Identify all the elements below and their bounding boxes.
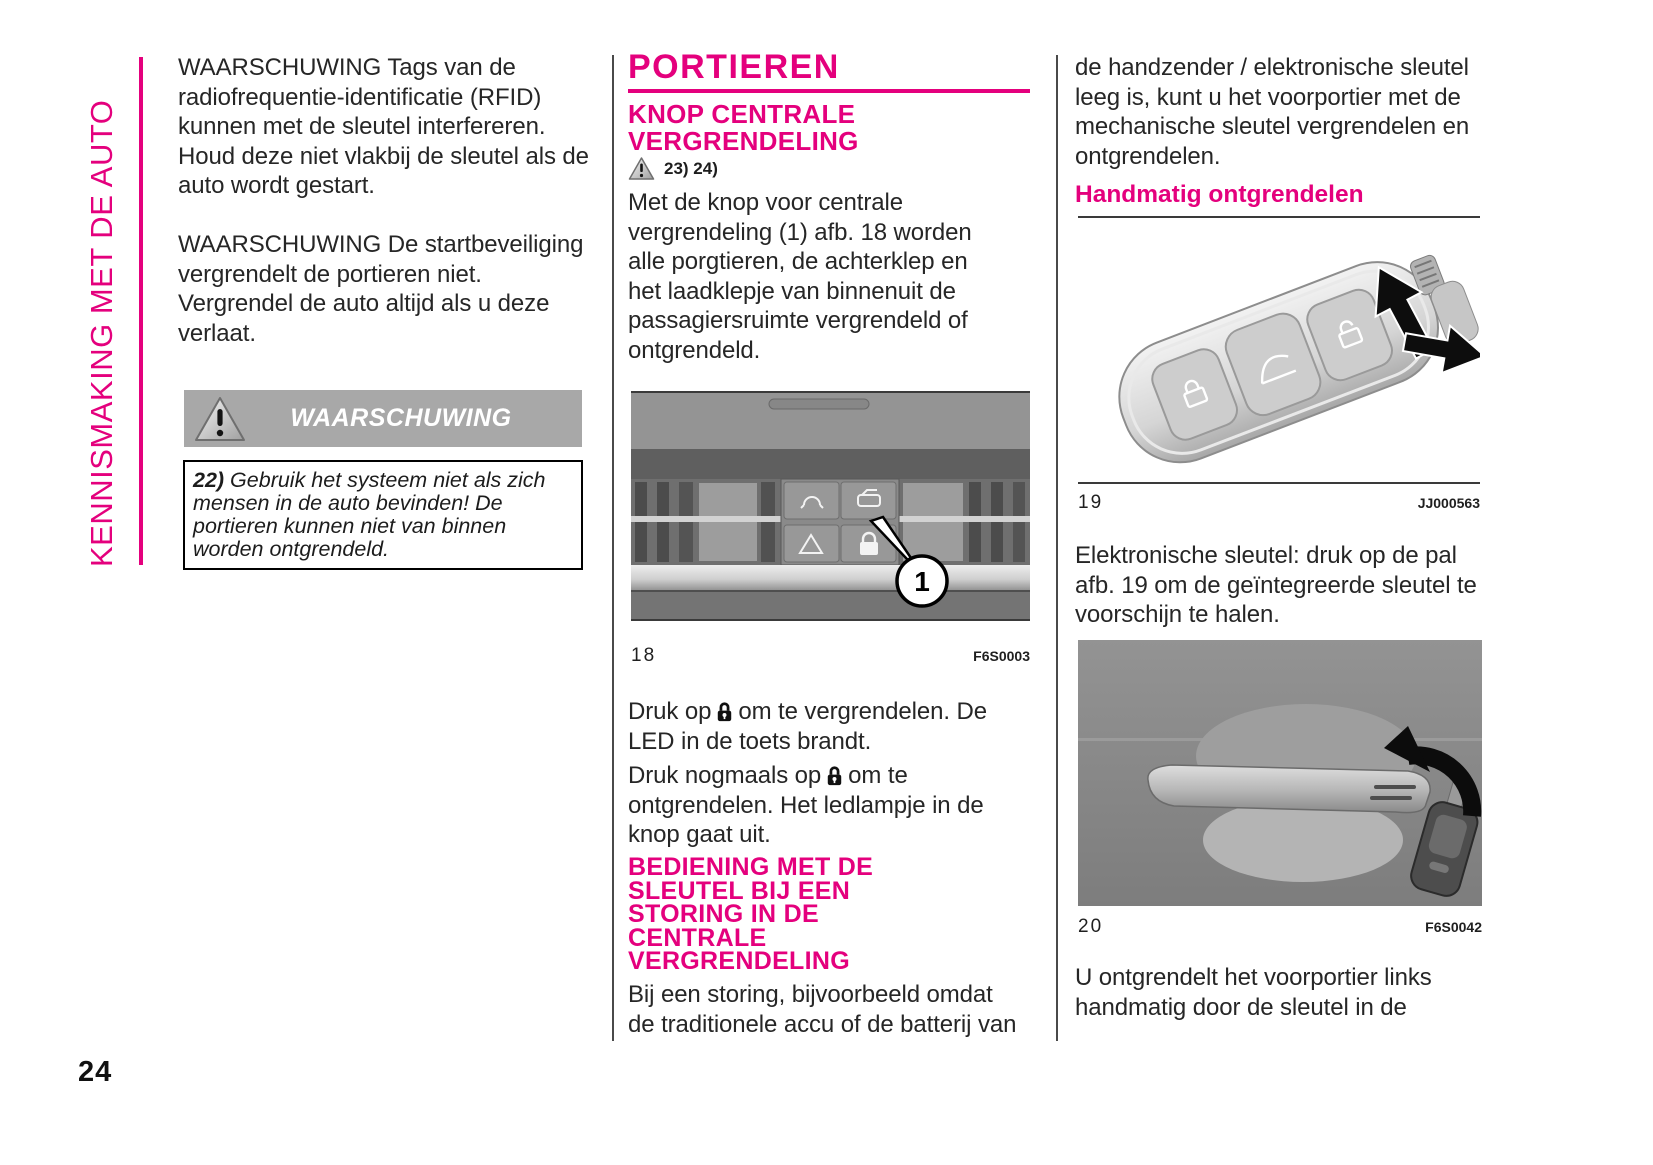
subsection-heading: KNOP CENTRALE VERGRENDELING: [628, 99, 859, 157]
warning-paragraph-1: WAARSCHUWING Tags van de radiofrequentie-identificatie (RFID) kunnen met de sleutel interfereren. Houd deze niet vlakbij de sleutel als de auto wordt gestart.: [178, 54, 589, 200]
malfunction-paragraph: Bij een storing, bijvoorbeeld omdat de traditionele accu of de batterij van: [628, 981, 1017, 1038]
lock-icon: [716, 701, 733, 722]
lock-icon: [826, 765, 843, 786]
lock-instructions: [628, 697, 1030, 855]
figure-number: 19: [1078, 492, 1104, 513]
figure-caption: [1078, 916, 1482, 938]
door-handle-photo: [1078, 640, 1482, 906]
figure-20-door-handle: [1078, 640, 1482, 906]
warning-paragraph-2: WAARSCHUWING De startbeveiliging vergrendelt de portieren niet. Vergrendel de auto altijd als u deze verlaat.: [178, 231, 584, 347]
figure-code: JJ000563: [1417, 495, 1480, 511]
paragraph: Druk nogmaals op om te ontgrendelen. Het ledlampje in de knop gaat uit.: [628, 762, 984, 849]
manual-unlock-paragraph: U ontgrendelt het voorportier links handmatig door de sleutel in de: [1075, 964, 1432, 1021]
column-divider: [612, 55, 614, 1041]
page-number: 24: [78, 1056, 113, 1088]
continuation-paragraph: de handzender / elektronische sleutel leeg is, kunt u het voorportier met de mechanische sleutel vergrendelen en ontgrendelen.: [1075, 54, 1470, 170]
paragraph: Druk op om te vergrendelen. De LED in de toets brandt.: [628, 698, 987, 755]
dashboard-panel-illustration: [631, 393, 1030, 619]
note-number: 22): [193, 468, 225, 492]
section-title: PORTIEREN: [628, 50, 1030, 93]
column-divider: [1056, 55, 1058, 1041]
warning-triangle-icon: [628, 157, 655, 180]
figure-caption: [1078, 492, 1480, 514]
figure-18-dashboard-buttons: [631, 391, 1030, 621]
note-text: Gebruik het systeem niet als zich mensen in de auto bevinden! De portieren kunnen niet van binnen worden ontgrendeld.: [193, 468, 546, 561]
key-fob-illustration: [1078, 218, 1480, 482]
warning-note-box: [183, 460, 583, 570]
warning-triangle-icon: [194, 396, 246, 442]
chapter-rule: [139, 57, 143, 565]
warning-banner: [184, 390, 582, 447]
manual-unlock-heading: Handmatig ontgrendelen: [1075, 181, 1364, 208]
figure-code: F6S0042: [1425, 919, 1482, 935]
figure-number: 20: [1078, 916, 1104, 937]
figure-19-electronic-key: [1078, 216, 1480, 484]
figure-number: 18: [631, 645, 657, 666]
figure-caption: [631, 645, 1030, 667]
warning-refs: [628, 157, 718, 180]
warning-banner-label: WAARSCHUWING: [290, 404, 512, 432]
subsection-heading: BEDIENING MET DE SLEUTEL BIJ EEN STORING IN DE CENTRALE VERGRENDELING: [628, 853, 874, 975]
ref-numbers: 23) 24): [664, 158, 718, 178]
central-locking-paragraph: Met de knop voor centrale vergrendeling (1) afb. 18 worden alle porgtieren, de achterklep en het laadklepje van binnenuit de passagiersruimte vergrendeld of ontgrendeld.: [628, 189, 972, 364]
callout-number: 1: [914, 566, 930, 597]
electronic-key-paragraph: Elektronische sleutel: druk op de pal afb. 19 om de geïntegreerde sleutel te voorschijn te halen.: [1075, 542, 1477, 629]
chapter-title-vertical: KENNISMAKING MET DE AUTO: [84, 99, 119, 567]
figure-code: F6S0003: [973, 648, 1030, 664]
